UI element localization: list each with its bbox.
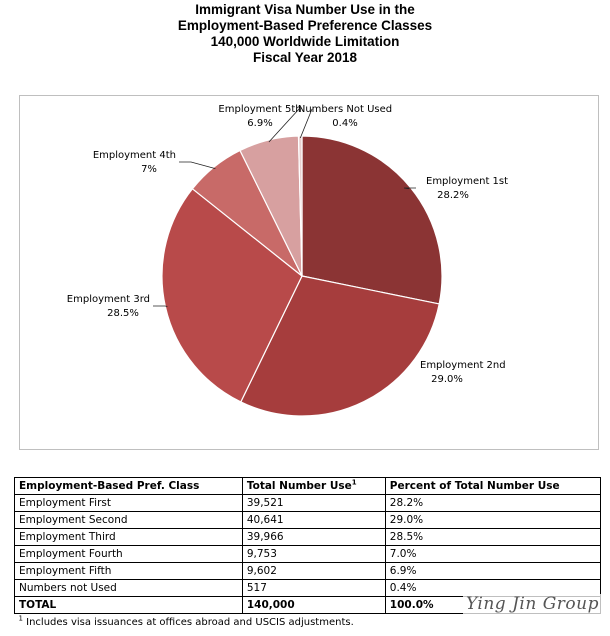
slice-value-label-3: 28.5%	[107, 308, 139, 319]
title-line-1: Immigrant Visa Number Use in the	[195, 2, 415, 17]
table-row	[15, 512, 601, 529]
cell-class: Employment Second	[15, 512, 243, 529]
pie-chart	[20, 96, 598, 449]
table-row	[15, 529, 601, 546]
slice-name-label-5: Employment 5th	[218, 104, 302, 115]
header-percent: Percent of Total Number Use	[385, 478, 600, 495]
title-line-2: Employment-Based Preference Classes	[177, 18, 433, 33]
header-class: Employment-Based Pref. Class	[15, 478, 243, 495]
slice-value-label-5: 6.9%	[247, 118, 273, 129]
cell-total: 39,521	[242, 495, 385, 512]
leader-line-4	[179, 162, 215, 169]
cell-percent: 28.5%	[385, 529, 600, 546]
slice-name-label-1: Employment 1st	[426, 176, 509, 187]
slice-name-label-6: Numbers Not Used	[297, 104, 393, 115]
header-footnote-mark: 1	[351, 478, 357, 487]
slice-value-label-2: 29.0%	[431, 374, 463, 385]
cell-percent: 28.2%	[385, 495, 600, 512]
table-header-row	[15, 478, 601, 495]
cell-percent: 7.0%	[385, 546, 600, 563]
cell-total: 517	[242, 580, 385, 597]
slice-value-label-6: 0.4%	[332, 118, 358, 129]
cell-class: Employment Fifth	[15, 563, 243, 580]
cell-class: Employment Third	[15, 529, 243, 546]
header-total: Total Number Use$^1$	[242, 478, 385, 495]
cell-total: 39,966	[242, 529, 385, 546]
table-footnote	[15, 614, 601, 631]
table-row	[15, 563, 601, 580]
table-footnote-row	[15, 614, 601, 631]
footnote-mark: 1	[18, 614, 23, 623]
cell-class: Numbers not Used	[15, 580, 243, 597]
cell-percent: 29.0%	[385, 512, 600, 529]
title-line-4: Fiscal Year 2018	[252, 50, 358, 65]
title-line-3: 140,000 Worldwide Limitation	[210, 34, 400, 49]
chart-title	[0, 2, 610, 66]
table-row	[15, 546, 601, 563]
cell-percent: 100.0%	[385, 597, 600, 614]
cell-class: Employment First	[15, 495, 243, 512]
cell-class: TOTAL	[15, 597, 243, 614]
cell-total: 140,000	[242, 597, 385, 614]
table-row	[15, 495, 601, 512]
pie-slice-1	[302, 136, 442, 304]
slice-name-label-2: Employment 2nd	[420, 360, 506, 371]
slice-name-label-3: Employment 3rd	[66, 294, 150, 305]
slice-value-label-1: 28.2%	[437, 190, 469, 201]
leader-line-3	[153, 306, 167, 307]
cell-class: Employment Fourth	[15, 546, 243, 563]
pie-chart-frame	[19, 95, 599, 450]
slice-value-label-4: 7%	[141, 164, 157, 175]
watermark-signature: Ying Jin Group	[463, 594, 602, 614]
cell-total: 9,602	[242, 563, 385, 580]
cell-percent: 6.9%	[385, 563, 600, 580]
slice-name-label-4: Employment 4th	[92, 150, 176, 161]
footnote-text: Includes visa issuances at offices abroad and USCIS adjustments.	[22, 616, 354, 628]
cell-total: 9,753	[242, 546, 385, 563]
cell-total: 40,641	[242, 512, 385, 529]
cell-percent: 0.4%	[385, 580, 600, 597]
